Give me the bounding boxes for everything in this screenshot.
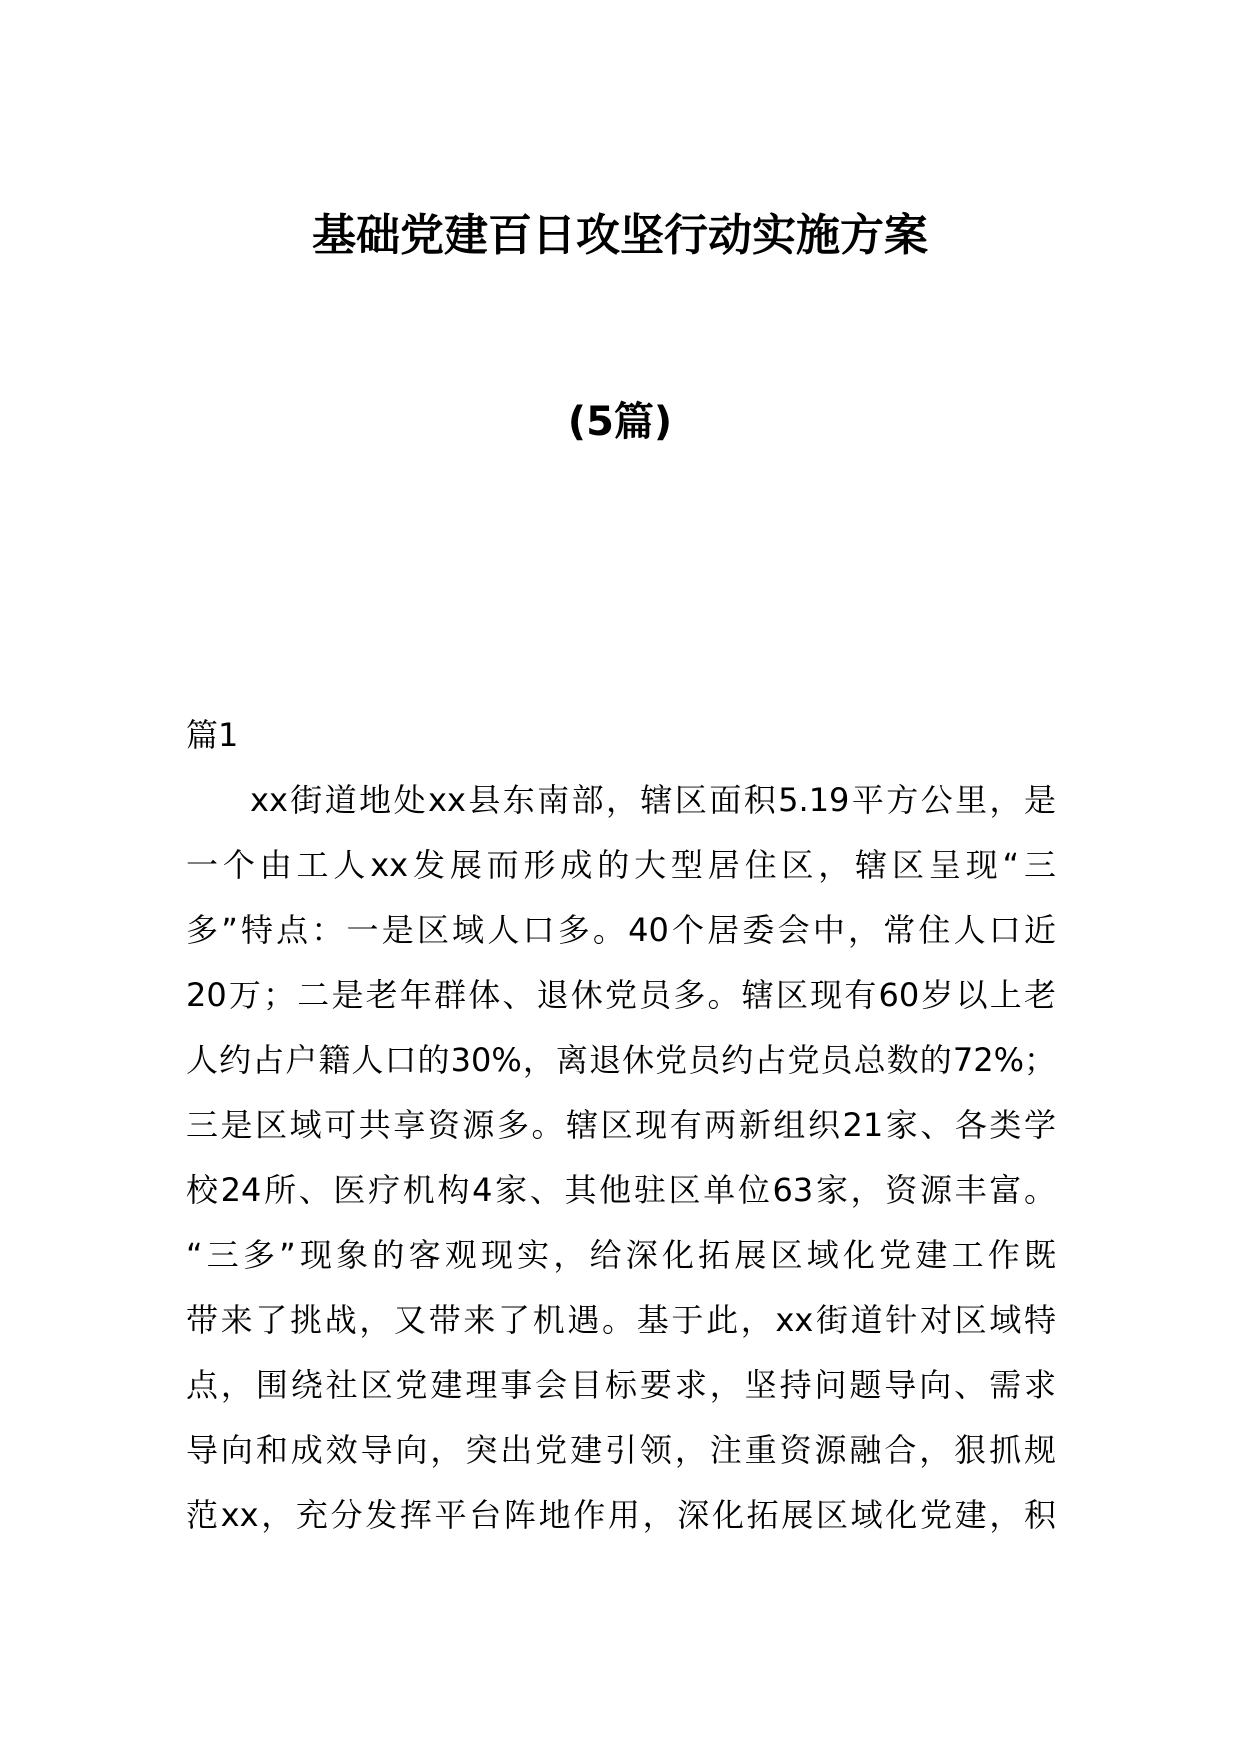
paragraph-line: 三是区域可共享资源多。辖区现有两新组织21家、各类学 bbox=[186, 1106, 1056, 1144]
section-label: 篇1 bbox=[186, 716, 239, 754]
paragraph-line: 20万；二是老年群体、退休党员多。辖区现有60岁以上老 bbox=[186, 976, 1056, 1014]
document-subtitle: (5篇) bbox=[567, 399, 673, 445]
paragraph-line: 点，围绕社区党建理事会目标要求，坚持问题导向、需求 bbox=[186, 1366, 1056, 1404]
document-body bbox=[186, 703, 1056, 1548]
paragraph-line: 范xx，充分发挥平台阵地作用，深化拓展区域化党建，积 bbox=[186, 1496, 1056, 1534]
paragraph-line: 校24所、医疗机构4家、其他驻区单位63家，资源丰富。 bbox=[186, 1171, 1056, 1209]
paragraph-line: 多”特点：一是区域人口多。40个居委会中，常住人口近 bbox=[186, 911, 1056, 949]
paragraph-line: 一个由工人xx发展而形成的大型居住区，辖区呈现“三 bbox=[186, 846, 1056, 884]
paragraph-line: 导向和成效导向，突出党建引领，注重资源融合，狠抓规 bbox=[186, 1431, 1056, 1469]
paragraph-line: “三多”现象的客观现实，给深化拓展区域化党建工作既 bbox=[186, 1236, 1056, 1274]
document-title: 基础党建百日攻坚行动实施方案 bbox=[312, 210, 928, 261]
paragraph-line: 人约占户籍人口的30%，离退休党员约占党员总数的72%； bbox=[186, 1041, 1056, 1079]
paragraph-line: 带来了挑战，又带来了机遇。基于此，xx街道针对区域特 bbox=[186, 1301, 1056, 1339]
paragraph-line: xx街道地处xx县东南部，辖区面积5.19平方公里，是 bbox=[250, 781, 1056, 819]
